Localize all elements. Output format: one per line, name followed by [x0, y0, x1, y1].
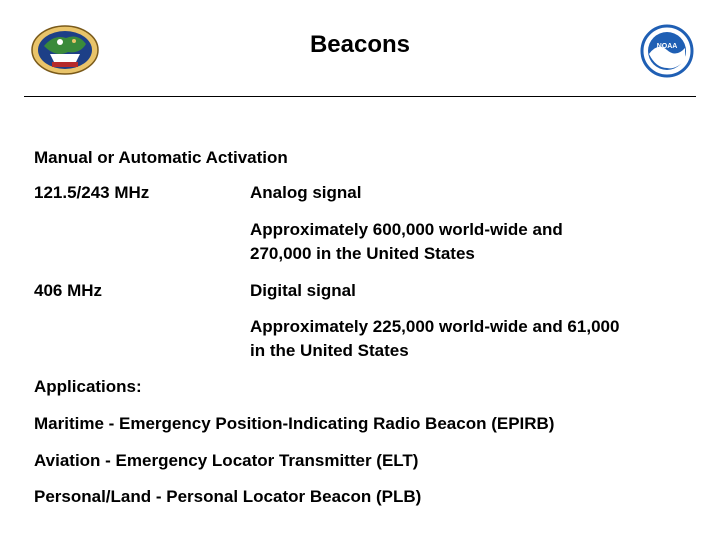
count-line: 270,000 in the United States — [250, 244, 475, 263]
noaa-logo — [640, 24, 694, 78]
activation-text: Manual or Automatic Activation — [34, 148, 288, 167]
freq-label-121: 121.5/243 MHz — [34, 183, 150, 202]
applications-heading: Applications: — [34, 377, 142, 396]
application-item-epirb: Maritime - Emergency Position-Indicating Radio Beacon (EPIRB) — [34, 414, 555, 433]
count-text-406 — [250, 315, 619, 363]
freq-label-406: 406 MHz — [34, 281, 103, 300]
noaa-logo-text: NOAA — [656, 43, 678, 50]
signal-type-analog: Analog signal — [250, 183, 362, 202]
count-line: Approximately 225,000 world-wide and 61,000 — [250, 317, 620, 336]
count-line: in the United States — [250, 341, 409, 360]
page-title: Beacons — [309, 31, 411, 58]
header-divider — [24, 96, 696, 97]
application-item-elt: Aviation - Emergency Locator Transmitter (ELT) — [34, 451, 419, 470]
count-text-121 — [250, 218, 563, 266]
signal-type-digital: Digital signal — [250, 281, 356, 300]
count-line: Approximately 600,000 world-wide and — [250, 220, 563, 239]
application-item-plb: Personal/Land - Personal Locator Beacon (PLB) — [34, 487, 422, 506]
